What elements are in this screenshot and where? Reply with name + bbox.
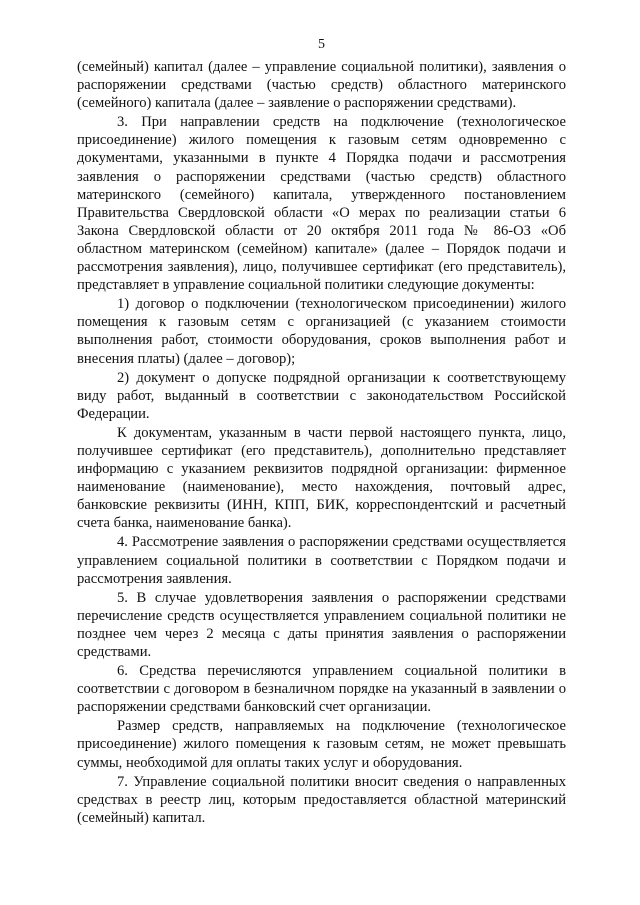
paragraph-subitem-2: 2) документ о допуске подрядной организации к соответствующему виду работ, выданный в соответствии с законодательством Российской Федерации.	[77, 369, 566, 422]
page-number: 5	[318, 37, 325, 52]
paragraph-additional-info: К документам, указанным в части первой настоящего пункта, лицо, получившее сертификат (его представитель), дополнительно представляет информацию с указанием реквизитов подрядной организации: фирменное наименование (наименование), место нахождения, почтовый адрес, банковские реквизиты (ИНН, КПП, БИК, корреспондентский и расчетный счета банка, наименование банка).	[77, 424, 566, 532]
paragraph-subitem-1: 1) договор о подключении (технологическом присоединении) жилого помещения к газовым сетям с организацией (с указанием стоимости выполнения работ, стоимости оборудования, сроков выполнения работ и внесения платы) (далее – договор);	[77, 296, 566, 367]
paragraph-item-5: 5. В случае удовлетворения заявления о распоряжении средствами перечисление средств осуществляется управлением социальной политики не позднее чем через 2 месяца с даты принятия заявления о распоряжении средствами.	[77, 589, 566, 660]
paragraph-item-3: 3. При направлении средств на подключение (технологическое присоединение) жилого помещения к газовым сетям одновременно с документами, указанными в пункте 4 Порядка подачи и рассмотрения заявления о распоряжении средствами (частью средств) областного материнского (семейного) капитала, утвержденного постановлением Правительства Свердловской области «О мерах по реализации статьи 6 Закона Свердловской области от 20 октября 2011 года № 86-ОЗ «Об областном материнском (семейном) капитале» (далее – Порядок подачи и рассмотрения заявления), лицо, получившее сертификат (его представитель), представляет в управление социальной политики следующие документы:	[77, 114, 566, 294]
paragraph-item-4: 4. Рассмотрение заявления о распоряжении средствами осуществляется управлением социальной политики в соответствии с Порядком подачи и рассмотрения заявления.	[77, 534, 566, 587]
paragraph-amount-limit: Размер средств, направляемых на подключение (технологическое присоединение) жилого помещения к газовым сетям, не может превышать суммы, необходимой для оплаты таких услуг и оборудования.	[77, 718, 566, 771]
paragraph-item-7: 7. Управление социальной политики вносит сведения о направленных средствах в реестр лиц, которым предоставляется областной материнский (семейный) капитал.	[77, 773, 566, 826]
paragraph-item-6: 6. Средства перечисляются управлением социальной политики в соответствии с договором в безналичном порядке на указанный в заявлении о распоряжении средствами банковский счет организации.	[77, 663, 566, 716]
paragraph-continuation: (семейный) капитал (далее – управление социальной политики), заявления о распоряжении средствами (частью средств) областного материнского (семейного) капитала (далее – заявление о распоряжении средствами).	[77, 59, 566, 112]
